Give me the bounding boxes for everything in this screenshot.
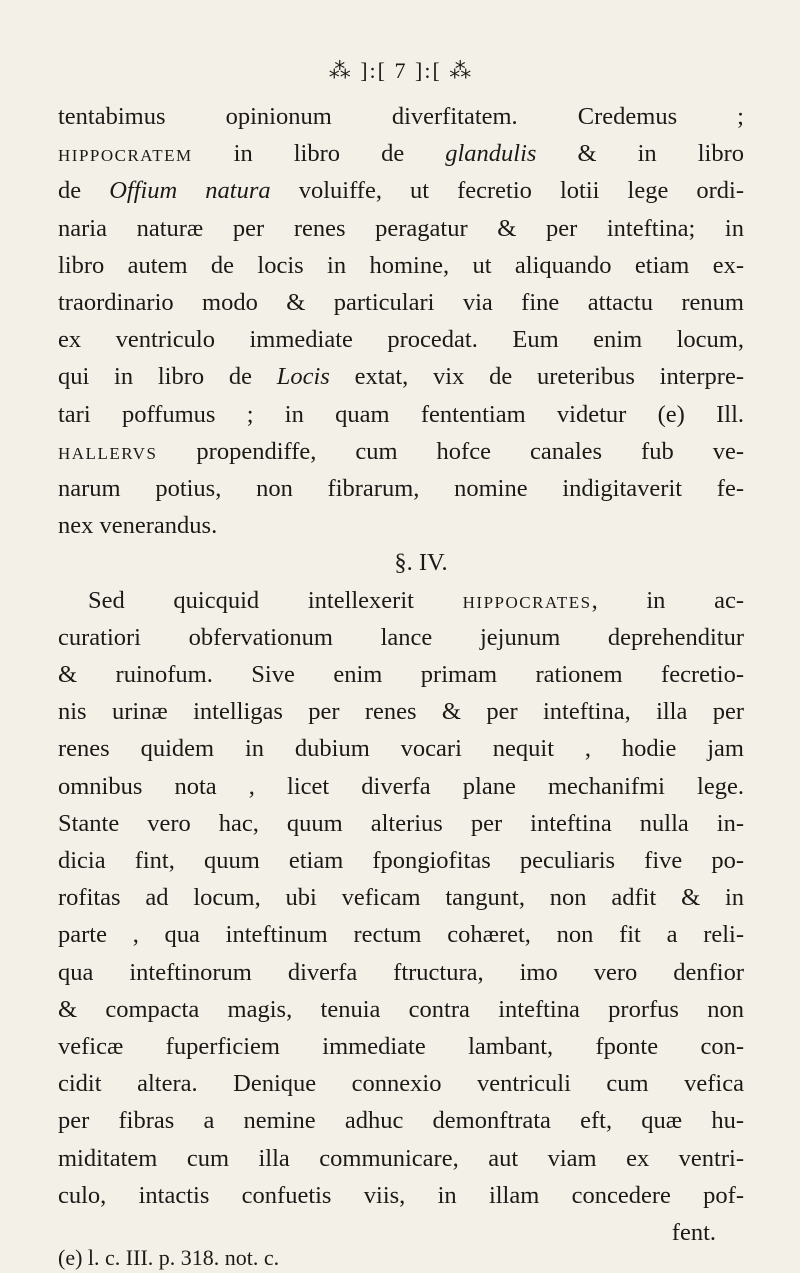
text-segment: qui in libro de [58,363,277,391]
text-segment: omnibus nota , licet diverfa plane mechanifmi lege. [58,772,744,800]
text-segment: voluiffe, ut fecretio lotii lege ordi- [270,177,745,205]
text-line [58,1177,744,1214]
text-line [58,284,744,321]
text-segment: rofitas ad locum, ubi veficam tangunt, non adfit & in [58,884,744,912]
footnote [58,1243,744,1273]
text-segment: libro autem de locis in homine, ut aliquando etiam ex- [58,251,744,279]
text-segment: Locis [276,363,330,391]
text-segment: renes quidem in dubium vocari nequit , hodie jam [58,735,744,763]
text-segment: cidit altera. Denique connexio ventriculi cum vefica [58,1070,744,1098]
text-segment: & ruinofum. Sive enim primam rationem fecretio- [58,661,744,689]
text-line [58,916,744,953]
text-segment: traordinario modo & particulari via fine attactu renum [58,289,744,317]
text-segment: qua inteftinorum diverfa ftructura, imo vero denfior [58,958,744,986]
body-text [58,98,744,1273]
text-line [58,842,744,879]
text-segment: fent. [671,1219,716,1247]
text-line [58,693,744,730]
text-line [58,1102,744,1139]
text-segment: parte , qua inteftinum rectum cohæret, non fit a reli- [58,921,744,949]
text-segment: miditatem cum illa communicare, aut viam ex ventri- [58,1144,744,1172]
text-line [58,768,744,805]
text-segment: & in libro [536,140,744,168]
text-segment: (e) l. c. III. p. 318. not. c. [58,1245,280,1271]
text-segment: Offium natura [109,177,271,205]
text-line [58,396,744,433]
text-segment: veficæ fuperficiem immediate lambant, fponte con- [58,1033,744,1061]
text-segment: propendiffe, cum hofce canales fub ve- [157,437,744,465]
text-line [58,135,744,172]
text-segment: narum potius, non fibrarum, nomine indigitaverit fe- [58,475,744,503]
text-line [58,210,744,247]
text-line [58,730,744,767]
text-line [58,954,744,991]
text-line [58,358,744,395]
text-line [58,1065,744,1102]
text-segment: tari poffumus ; in quam fententiam videtur (e) Ill. [58,400,744,428]
text-line [58,879,744,916]
text-segment: in libro de [192,140,446,168]
text-line [58,619,744,656]
text-line [58,172,744,209]
text-segment: & compacta magis, tenuia contra inteftina prorfus non [58,995,744,1023]
running-head: ⁂ ]:[ 7 ]:[ ⁂ [328,58,474,83]
text-segment: glandulis [445,140,537,168]
text-line [58,1028,744,1065]
text-segment: §. IV. [394,549,448,577]
text-line [58,656,744,693]
text-segment: ex ventriculo immediate procedat. Eum enim locum, [58,326,744,354]
text-line [58,247,744,284]
text-segment: culo, intactis confuetis viis, in illam concedere pof- [58,1181,744,1209]
text-segment: nis urinæ intelligas per renes & per inteftina, illa per [58,698,744,726]
text-line [58,805,744,842]
section-heading [58,544,744,581]
text-segment: hippocrates [462,586,592,614]
text-segment: de [58,177,110,205]
text-line [58,470,744,507]
text-segment: dicia fint, quum etiam fpongiofitas peculiaris five po- [58,847,744,875]
text-segment: curatiori obfervationum lance jejunum deprehenditur [58,623,744,651]
text-line [58,433,744,470]
text-segment: naria naturæ per renes peragatur & per inteftina; in [58,214,744,242]
text-segment: per fibras a nemine adhuc demonftrata eft, quæ hu- [58,1107,744,1135]
text-segment: , in ac- [591,586,744,614]
text-segment: hallervs [58,437,158,465]
text-segment: Sed quicquid intellexerit [88,586,463,614]
text-line [58,582,744,619]
text-segment: Stante vero hac, quum alterius per inteftina nulla in- [58,809,744,837]
text-line [58,321,744,358]
text-line [58,507,744,544]
text-segment: tentabimus opinionum diverfitatem. Credemus ; [58,103,744,130]
text-line [58,991,744,1028]
text-segment: hippocratem [58,140,193,168]
text-segment: extat, vix de ureteribus interpre- [329,363,744,391]
text-segment: nex venerandus. [58,512,218,540]
text-line [58,98,744,135]
text-line [58,1140,744,1177]
